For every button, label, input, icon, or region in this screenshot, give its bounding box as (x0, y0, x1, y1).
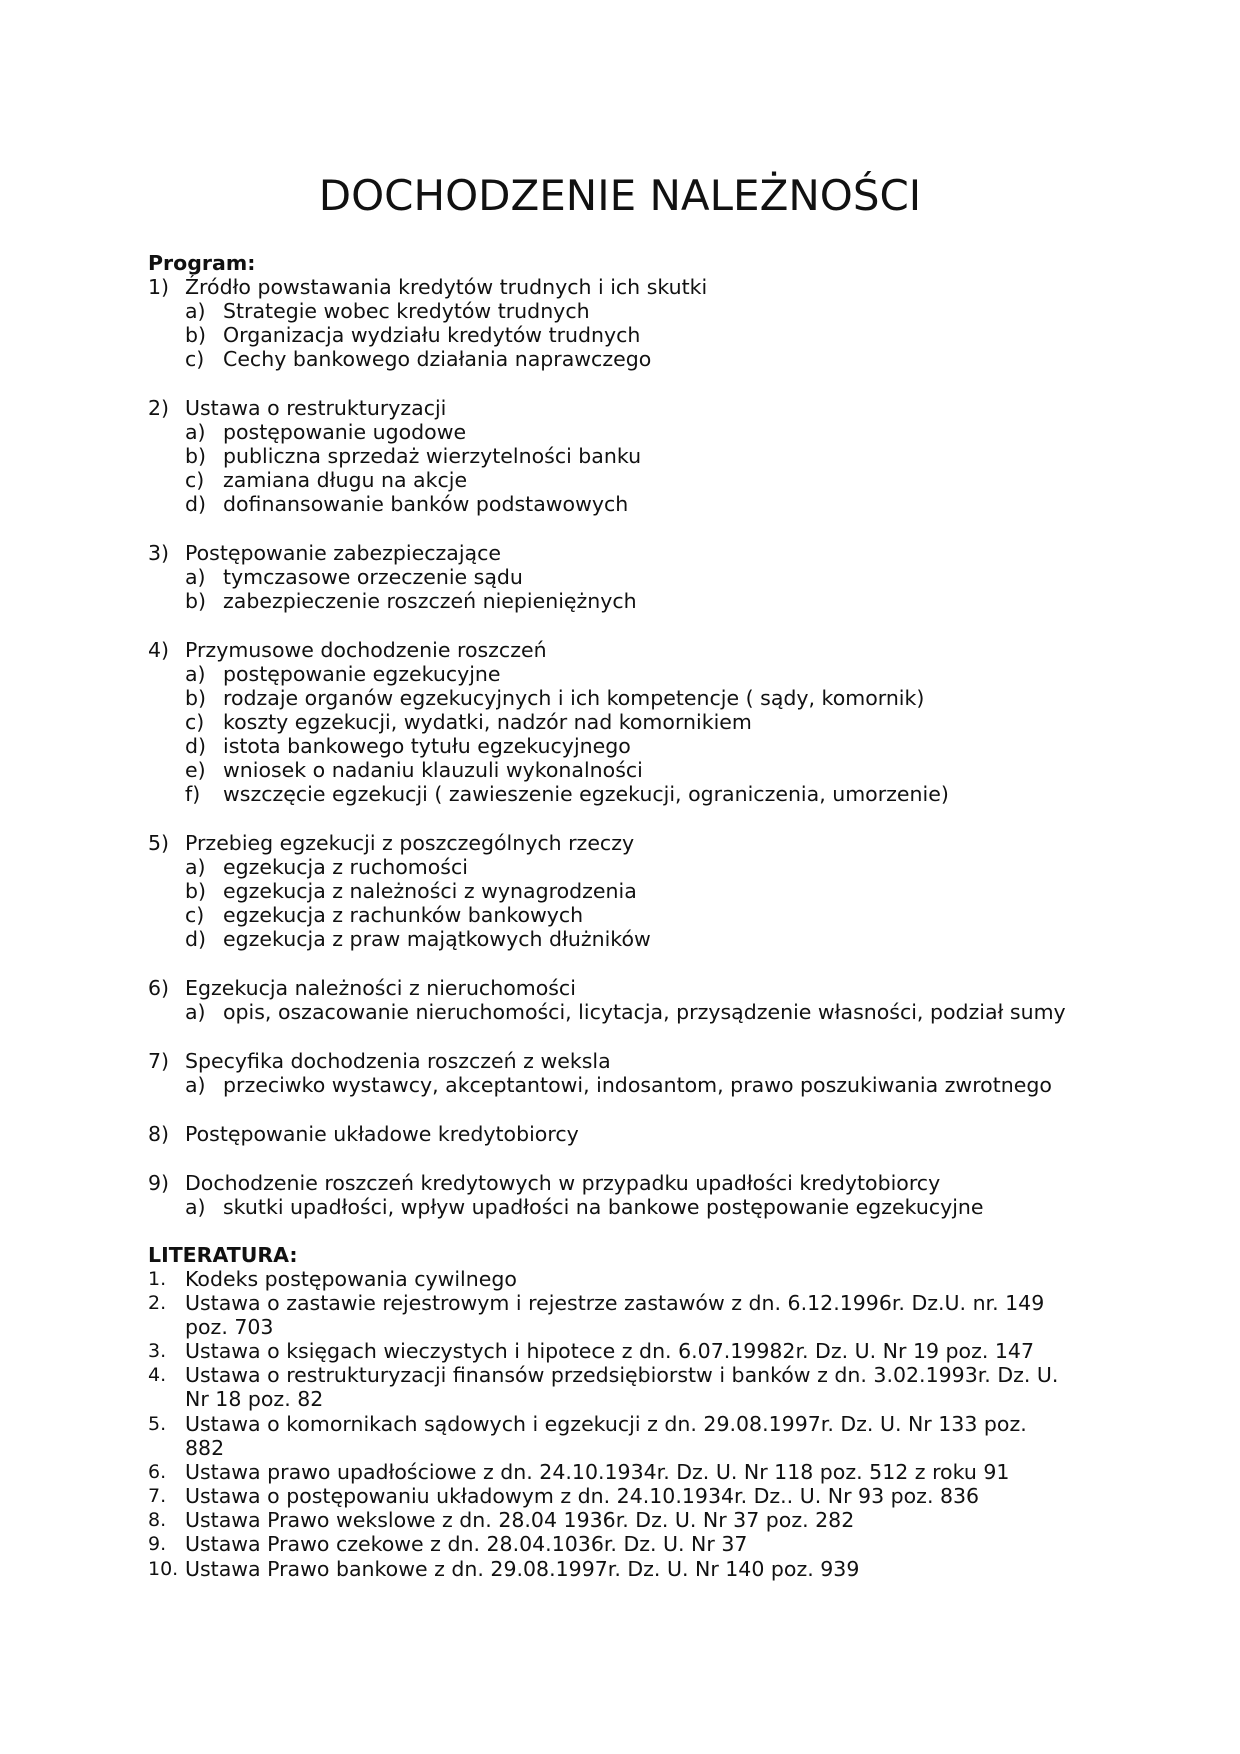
literature-item: Ustawa Prawo wekslowe z dn. 28.04 1936r. Dz. U. Nr 37 poz. 282 (185, 1508, 855, 1532)
program-subitem: rodzaje organów egzekucyjnych i ich kompetencje ( sądy, komornik) (223, 686, 925, 710)
program-item-6-number: 6) (148, 976, 170, 1000)
program-item-9: Dochodzenie roszczeń kredytowych w przypadku upadłości kredytobiorcy (185, 1171, 941, 1195)
program-item-4-number: 4) (148, 638, 170, 662)
literature-item: Ustawa o księgach wieczystych i hipotece z dn. 6.07.19982r. Dz. U. Nr 19 poz. 147 (185, 1339, 1035, 1363)
program-item-2: Ustawa o restrukturyzacji (185, 396, 447, 420)
literature-item: Ustawa o zastawie rejestrowym i rejestrze zastawów z dn. 6.12.1996r. Dz.U. nr. 149 (185, 1291, 1045, 1315)
literature-item: Ustawa Prawo czekowe z dn. 28.04.1036r. Dz. U. Nr 37 (185, 1532, 748, 1556)
program-subitem: opis, oszacowanie nieruchomości, licytacja, przysądzenie własności, podział sumy (223, 1000, 1066, 1024)
program-item-8-number: 8) (148, 1122, 170, 1146)
program-subitem-number: a) (185, 662, 206, 686)
program-subitem: egzekucja z należności z wynagrodzenia (223, 879, 637, 903)
program-subitem-number: a) (185, 420, 206, 444)
program-subitem-number: d) (185, 927, 207, 951)
program-subitem: egzekucja z rachunków bankowych (223, 903, 584, 927)
program-subitem-number: e) (185, 758, 206, 782)
program-subitem-number: a) (185, 1000, 206, 1024)
program-item-3-number: 3) (148, 541, 170, 565)
program-subitem: egzekucja z ruchomości (223, 855, 468, 879)
literature-item-continuation: 882 (185, 1436, 225, 1460)
program-subitem: wszczęcie egzekucji ( zawieszenie egzekucji, ograniczenia, umorzenie) (223, 782, 949, 806)
program-subitem-number: b) (185, 444, 207, 468)
literature-number: 10. (148, 1558, 179, 1580)
program-item-1: Źródło powstawania kredytów trudnych i ich skutki (185, 275, 708, 299)
program-subitem: istota bankowego tytułu egzekucyjnego (223, 734, 631, 758)
program-subitem-number: a) (185, 855, 206, 879)
program-subitem: egzekucja z praw majątkowych dłużników (223, 927, 651, 951)
program-subitem-number: f) (185, 782, 201, 806)
program-subitem-number: b) (185, 589, 207, 613)
program-subitem-number: c) (185, 710, 205, 734)
literature-number: 1. (148, 1268, 167, 1290)
program-subitem-number: b) (185, 879, 207, 903)
program-subitem: Strategie wobec kredytów trudnych (223, 299, 590, 323)
program-item-5: Przebieg egzekucji z poszczególnych rzeczy (185, 831, 635, 855)
literature-item: Ustawa o komornikach sądowych i egzekucji z dn. 29.08.1997r. Dz. U. Nr 133 poz. (185, 1412, 1027, 1436)
literature-item-continuation: Nr 18 poz. 82 (185, 1387, 324, 1411)
program-item-1-number: 1) (148, 275, 170, 299)
program-subitem-number: a) (185, 299, 206, 323)
literature-number: 4. (148, 1364, 167, 1386)
literature-number: 6. (148, 1461, 167, 1483)
document-title: DOCHODZENIE NALEŻNOŚCI (318, 171, 922, 220)
literature-number: 2. (148, 1292, 167, 1314)
program-item-8: Postępowanie układowe kredytobiorcy (185, 1122, 579, 1146)
literature-number: 9. (148, 1533, 167, 1555)
literature-number: 3. (148, 1340, 167, 1362)
program-subitem-number: a) (185, 1073, 206, 1097)
literature-number: 7. (148, 1485, 167, 1507)
program-item-2-number: 2) (148, 396, 170, 420)
program-item-9-number: 9) (148, 1171, 170, 1195)
program-subitem-number: b) (185, 323, 207, 347)
program-subitem: Cechy bankowego działania naprawczego (223, 347, 652, 371)
program-subitem-number: a) (185, 1195, 206, 1219)
program-subitem-number: b) (185, 686, 207, 710)
literature-item: Ustawa o restrukturyzacji finansów przedsiębiorstw i banków z dn. 3.02.1993r. Dz. U. (185, 1363, 1059, 1387)
program-subitem: publiczna sprzedaż wierzytelności banku (223, 444, 642, 468)
program-subitem-number: a) (185, 565, 206, 589)
program-subitem: zabezpieczenie roszczeń niepieniężnych (223, 589, 637, 613)
literature-item: Kodeks postępowania cywilnego (185, 1267, 517, 1291)
program-subitem-number: c) (185, 468, 205, 492)
program-subitem: Organizacja wydziału kredytów trudnych (223, 323, 641, 347)
program-subitem: zamiana długu na akcje (223, 468, 468, 492)
program-subitem-number: c) (185, 903, 205, 927)
program-subitem: postępowanie ugodowe (223, 420, 467, 444)
program-subitem-number: c) (185, 347, 205, 371)
program-item-5-number: 5) (148, 831, 170, 855)
literature-item: Ustawa o postępowaniu układowym z dn. 24.10.1934r. Dz.. U. Nr 93 poz. 836 (185, 1484, 980, 1508)
program-subitem: skutki upadłości, wpływ upadłości na bankowe postępowanie egzekucyjne (223, 1195, 984, 1219)
program-heading: Program: (148, 251, 256, 275)
literature-item: Ustawa prawo upadłościowe z dn. 24.10.1934r. Dz. U. Nr 118 poz. 512 z roku 91 (185, 1460, 1010, 1484)
program-item-7-number: 7) (148, 1049, 170, 1073)
program-item-6: Egzekucja należności z nieruchomości (185, 976, 576, 1000)
program-subitem-number: d) (185, 492, 207, 516)
program-subitem: wniosek o nadaniu klauzuli wykonalności (223, 758, 643, 782)
program-item-4: Przymusowe dochodzenie roszczeń (185, 638, 547, 662)
program-subitem: tymczasowe orzeczenie sądu (223, 565, 523, 589)
literature-heading: LITERATURA: (148, 1243, 298, 1267)
program-subitem: postępowanie egzekucyjne (223, 662, 501, 686)
program-subitem: dofinansowanie banków podstawowych (223, 492, 629, 516)
program-subitem-number: d) (185, 734, 207, 758)
literature-number: 8. (148, 1509, 167, 1531)
program-subitem: koszty egzekucji, wydatki, nadzór nad komornikiem (223, 710, 752, 734)
program-item-7: Specyfika dochodzenia roszczeń z weksla (185, 1049, 611, 1073)
literature-item: Ustawa Prawo bankowe z dn. 29.08.1997r. Dz. U. Nr 140 poz. 939 (185, 1557, 860, 1581)
literature-item-continuation: poz. 703 (185, 1315, 274, 1339)
literature-number: 5. (148, 1413, 167, 1435)
program-subitem: przeciwko wystawcy, akceptantowi, indosantom, prawo poszukiwania zwrotnego (223, 1073, 1052, 1097)
program-item-3: Postępowanie zabezpieczające (185, 541, 501, 565)
